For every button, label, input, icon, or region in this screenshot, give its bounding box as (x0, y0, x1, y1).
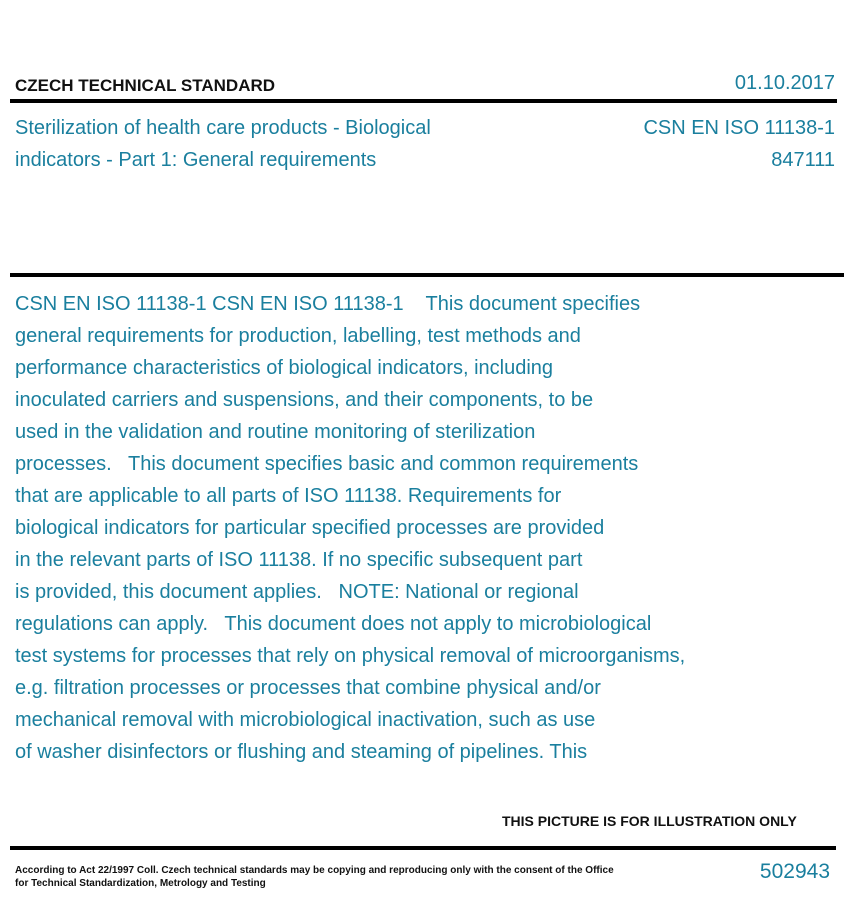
abstract-line: e.g. filtration processes or processes that combine physical and/or (15, 677, 601, 699)
abstract-line: used in the validation and routine monitoring of sterilization (15, 421, 536, 443)
abstract-line: general requirements for production, labelling, test methods and (15, 325, 581, 347)
copyright-note (15, 864, 614, 890)
abstract-line: is provided, this document applies. NOTE: National or regional (15, 581, 579, 603)
abstract-line: inoculated carriers and suspensions, and their components, to be (15, 389, 594, 411)
standard-title-line-2: indicators - Part 1: General requirements (15, 149, 377, 171)
abstract-line: test systems for processes that rely on physical removal of microorganisms, (15, 645, 686, 667)
abstract-text (15, 288, 745, 768)
header-divider (10, 99, 837, 103)
document-number: 502943 (759, 860, 830, 883)
standard-title-line-1: Sterilization of health care products - Biological (15, 117, 431, 139)
copyright-note-line-2: for Technical Standardization, Metrology and Testing (15, 878, 266, 889)
abstract-line: processes. This document specifies basic and common requirements (15, 453, 639, 475)
abstract-line: CSN EN ISO 11138-1 CSN EN ISO 11138-1 This document specifies (15, 293, 641, 315)
abstract-line: that are applicable to all parts of ISO 11138. Requirements for (15, 485, 562, 507)
abstract-line: regulations can apply. This document does not apply to microbiological (15, 613, 652, 635)
abstract-line: biological indicators for particular specified processes are provided (15, 517, 605, 539)
copyright-note-line-1: According to Act 22/1997 Coll. Czech technical standards may be copying and reproducing only with the consent of the Office (15, 865, 614, 876)
abstract-line: of washer disinfectors or flushing and steaming of pipelines. This (15, 741, 588, 763)
abstract-line: performance characteristics of biological indicators, including (15, 357, 554, 379)
footer-divider (10, 846, 836, 850)
illustration-disclaimer: THIS PICTURE IS FOR ILLUSTRATION ONLY (502, 813, 797, 829)
classification-number: 847111 (771, 149, 835, 171)
title-divider (10, 273, 844, 277)
document-type-label: CZECH TECHNICAL STANDARD (15, 76, 276, 95)
abstract-line: in the relevant parts of ISO 11138. If no specific subsequent part (15, 549, 583, 571)
abstract-line: mechanical removal with microbiological inactivation, such as use (15, 709, 596, 731)
publication-date: 01.10.2017 (734, 72, 835, 94)
standard-code: CSN EN ISO 11138-1 (643, 117, 835, 139)
